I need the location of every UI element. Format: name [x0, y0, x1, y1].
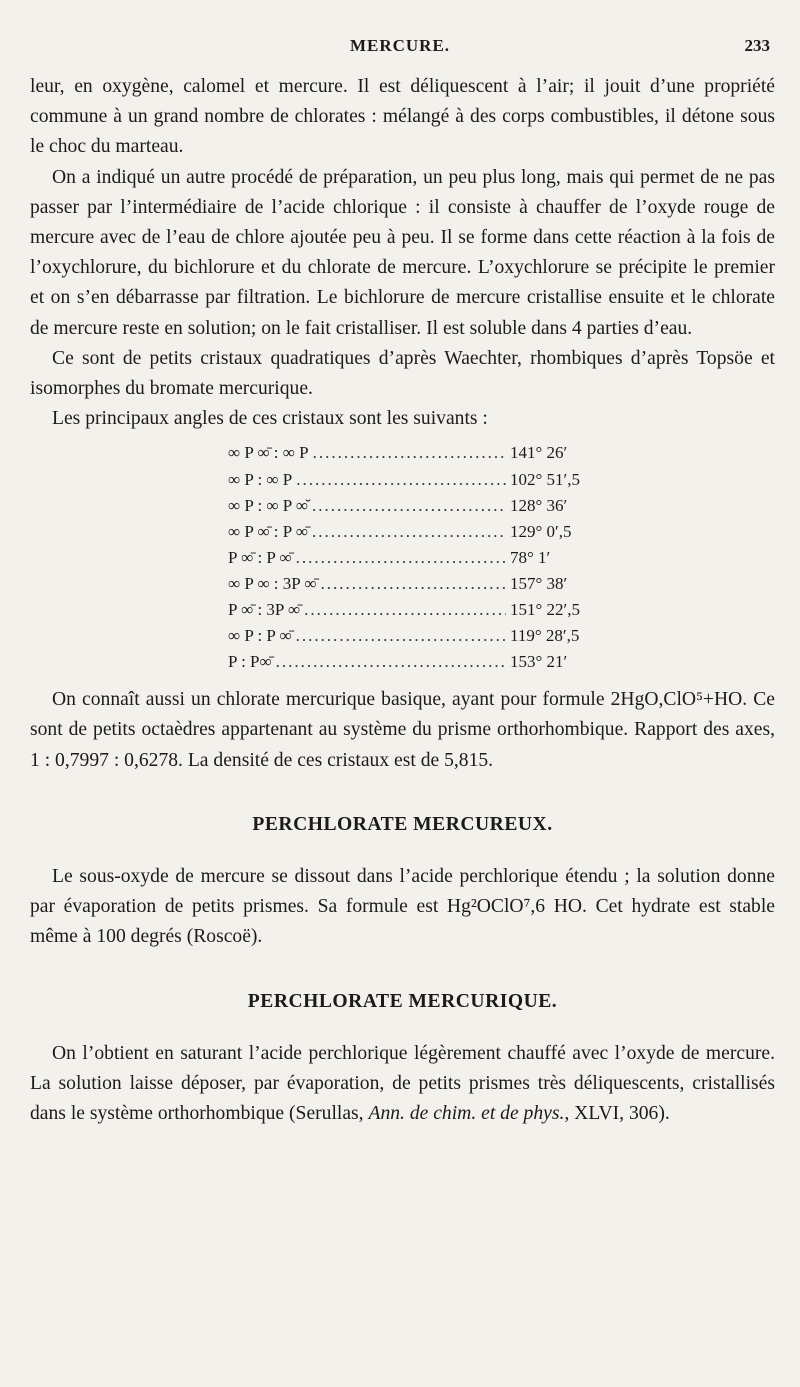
angle-expression: P : P∞̄: [228, 652, 272, 672]
leader-dots: [312, 493, 506, 519]
angle-value: 78° 1′: [510, 547, 551, 567]
angle-expression: ∞ P : P ∞̄: [228, 626, 292, 646]
angle-expression: ∞ P ∞ : 3P ∞̄: [228, 573, 317, 593]
section-title-perchlorate-mercurique: PERCHLORATE MERCURIQUE.: [247, 990, 558, 1012]
angle-row: [228, 649, 608, 675]
paragraph-perchlorate-mercureux: Le sous-oxyde de mercure se dissout dans l’acide perchlorique étendu ; la solution donne par évaporation de petits prismes. Sa formule est Hg²OClO⁷,6 HO. Cet hydrate est stable même à 100 degrés (Roscoë).: [30, 865, 775, 948]
angle-value: 102° 51′,5: [510, 469, 581, 489]
page-body: [30, 72, 775, 1129]
angle-value: 128° 36′: [510, 495, 568, 515]
leader-dots: [313, 440, 506, 466]
angle-value: 151° 22′,5: [510, 600, 581, 619]
angle-row: [228, 597, 608, 623]
angles-table: [228, 440, 608, 675]
text-after-citation: , XLVI, 306).: [564, 1102, 670, 1124]
angle-value: 157° 38′: [510, 573, 568, 593]
leader-dots: [304, 597, 506, 623]
angle-value: 153° 21′: [510, 652, 568, 672]
leader-dots: [296, 467, 506, 493]
angle-row: [228, 571, 608, 597]
angle-row: [228, 493, 608, 519]
leader-dots: [296, 623, 506, 649]
paragraph-preparation: On a indiqué un autre procédé de préparation, un peu plus long, mais qui permet de ne pas passer par l’intermédiaire de l’acide chlorique : il consiste à chauffer de l’oxyde rouge de mercure avec de l’eau de chlore ajoutée peu à peu. Il se forme dans cette réaction à la fois de l’oxychlorure, du bichlorure et du chlorate de mercure. L’oxychlorure se précipite le premier et on s’en débarrasse par filtration. Le bichlorure de mercure cristallise ensuite et le chlorate de mercure reste en solution; on le fait cristalliser. Il est soluble dans 4 parties d’eau.: [30, 166, 775, 339]
leader-dots: [296, 545, 506, 571]
leader-dots: [320, 571, 506, 597]
running-header: [30, 36, 770, 62]
section-title-perchlorate-mercureux: PERCHLORATE MERCUREUX.: [252, 813, 553, 835]
leader-dots: [312, 519, 506, 545]
page-number: 233: [744, 36, 770, 55]
journal-citation: Ann. de chim. et de phys.: [368, 1102, 565, 1124]
paragraph-perchlorate-mercurique: [30, 1039, 775, 1130]
running-title: MERCURE.: [349, 36, 451, 55]
angle-value: 129° 0′,5: [510, 521, 572, 541]
text-before-citation: On l’obtient en saturant l’acide perchlorique légèrement chauffé avec l’oxyde de mercure. La solution laisse déposer, par évaporation, de petits prismes très déliquescents, cristallisés dans le système orthorhombique (Serullas,: [30, 1042, 775, 1124]
paragraph-basic-chlorate: On connaît aussi un chlorate mercurique basique, ayant pour formule 2HgO,ClO⁵+HO. Ce sont de petits octaèdres appartenant au système du prisme orthorhombique. Rapport des axes, 1 : 0,7997 : 0,6278. La densité de ces cristaux est de 5,815.: [30, 689, 775, 771]
leader-dots: [276, 649, 506, 675]
angle-expression: ∞ P : ∞ P: [228, 469, 293, 489]
paragraph-angles-intro: Les principaux angles de ces cristaux sont les suivants :: [52, 408, 488, 430]
angle-expression: ∞ P ∞̄ : ∞ P: [228, 443, 309, 463]
angle-value: 119° 28′,5: [510, 626, 580, 646]
angle-value: 141° 26′: [510, 443, 568, 463]
paragraph-continuation: leur, en oxygène, calomel et mercure. Il est déliquescent à l’air; il jouit d’une propriété commune à un grand nombre de chlorates : mélangé à des corps combustibles, il détone sous le choc du marteau.: [30, 76, 775, 158]
angle-expression: P ∞̄ : 3P ∞̄: [228, 600, 301, 619]
angle-row: [228, 545, 608, 571]
angle-expression: ∞ P : ∞ P ∞̆: [228, 495, 308, 515]
angle-expression: P ∞̄ : P ∞̄: [228, 547, 292, 567]
angle-row: [228, 440, 608, 466]
angle-row: [228, 623, 608, 649]
angle-expression: ∞ P ∞̄ : P ∞̄: [228, 521, 308, 541]
angle-row: [228, 519, 608, 545]
angle-row: [228, 467, 608, 493]
paragraph-crystals: Ce sont de petits cristaux quadratiques d’après Waechter, rhombiques d’après Topsöe et isomorphes du bromate mercurique.: [30, 347, 775, 400]
